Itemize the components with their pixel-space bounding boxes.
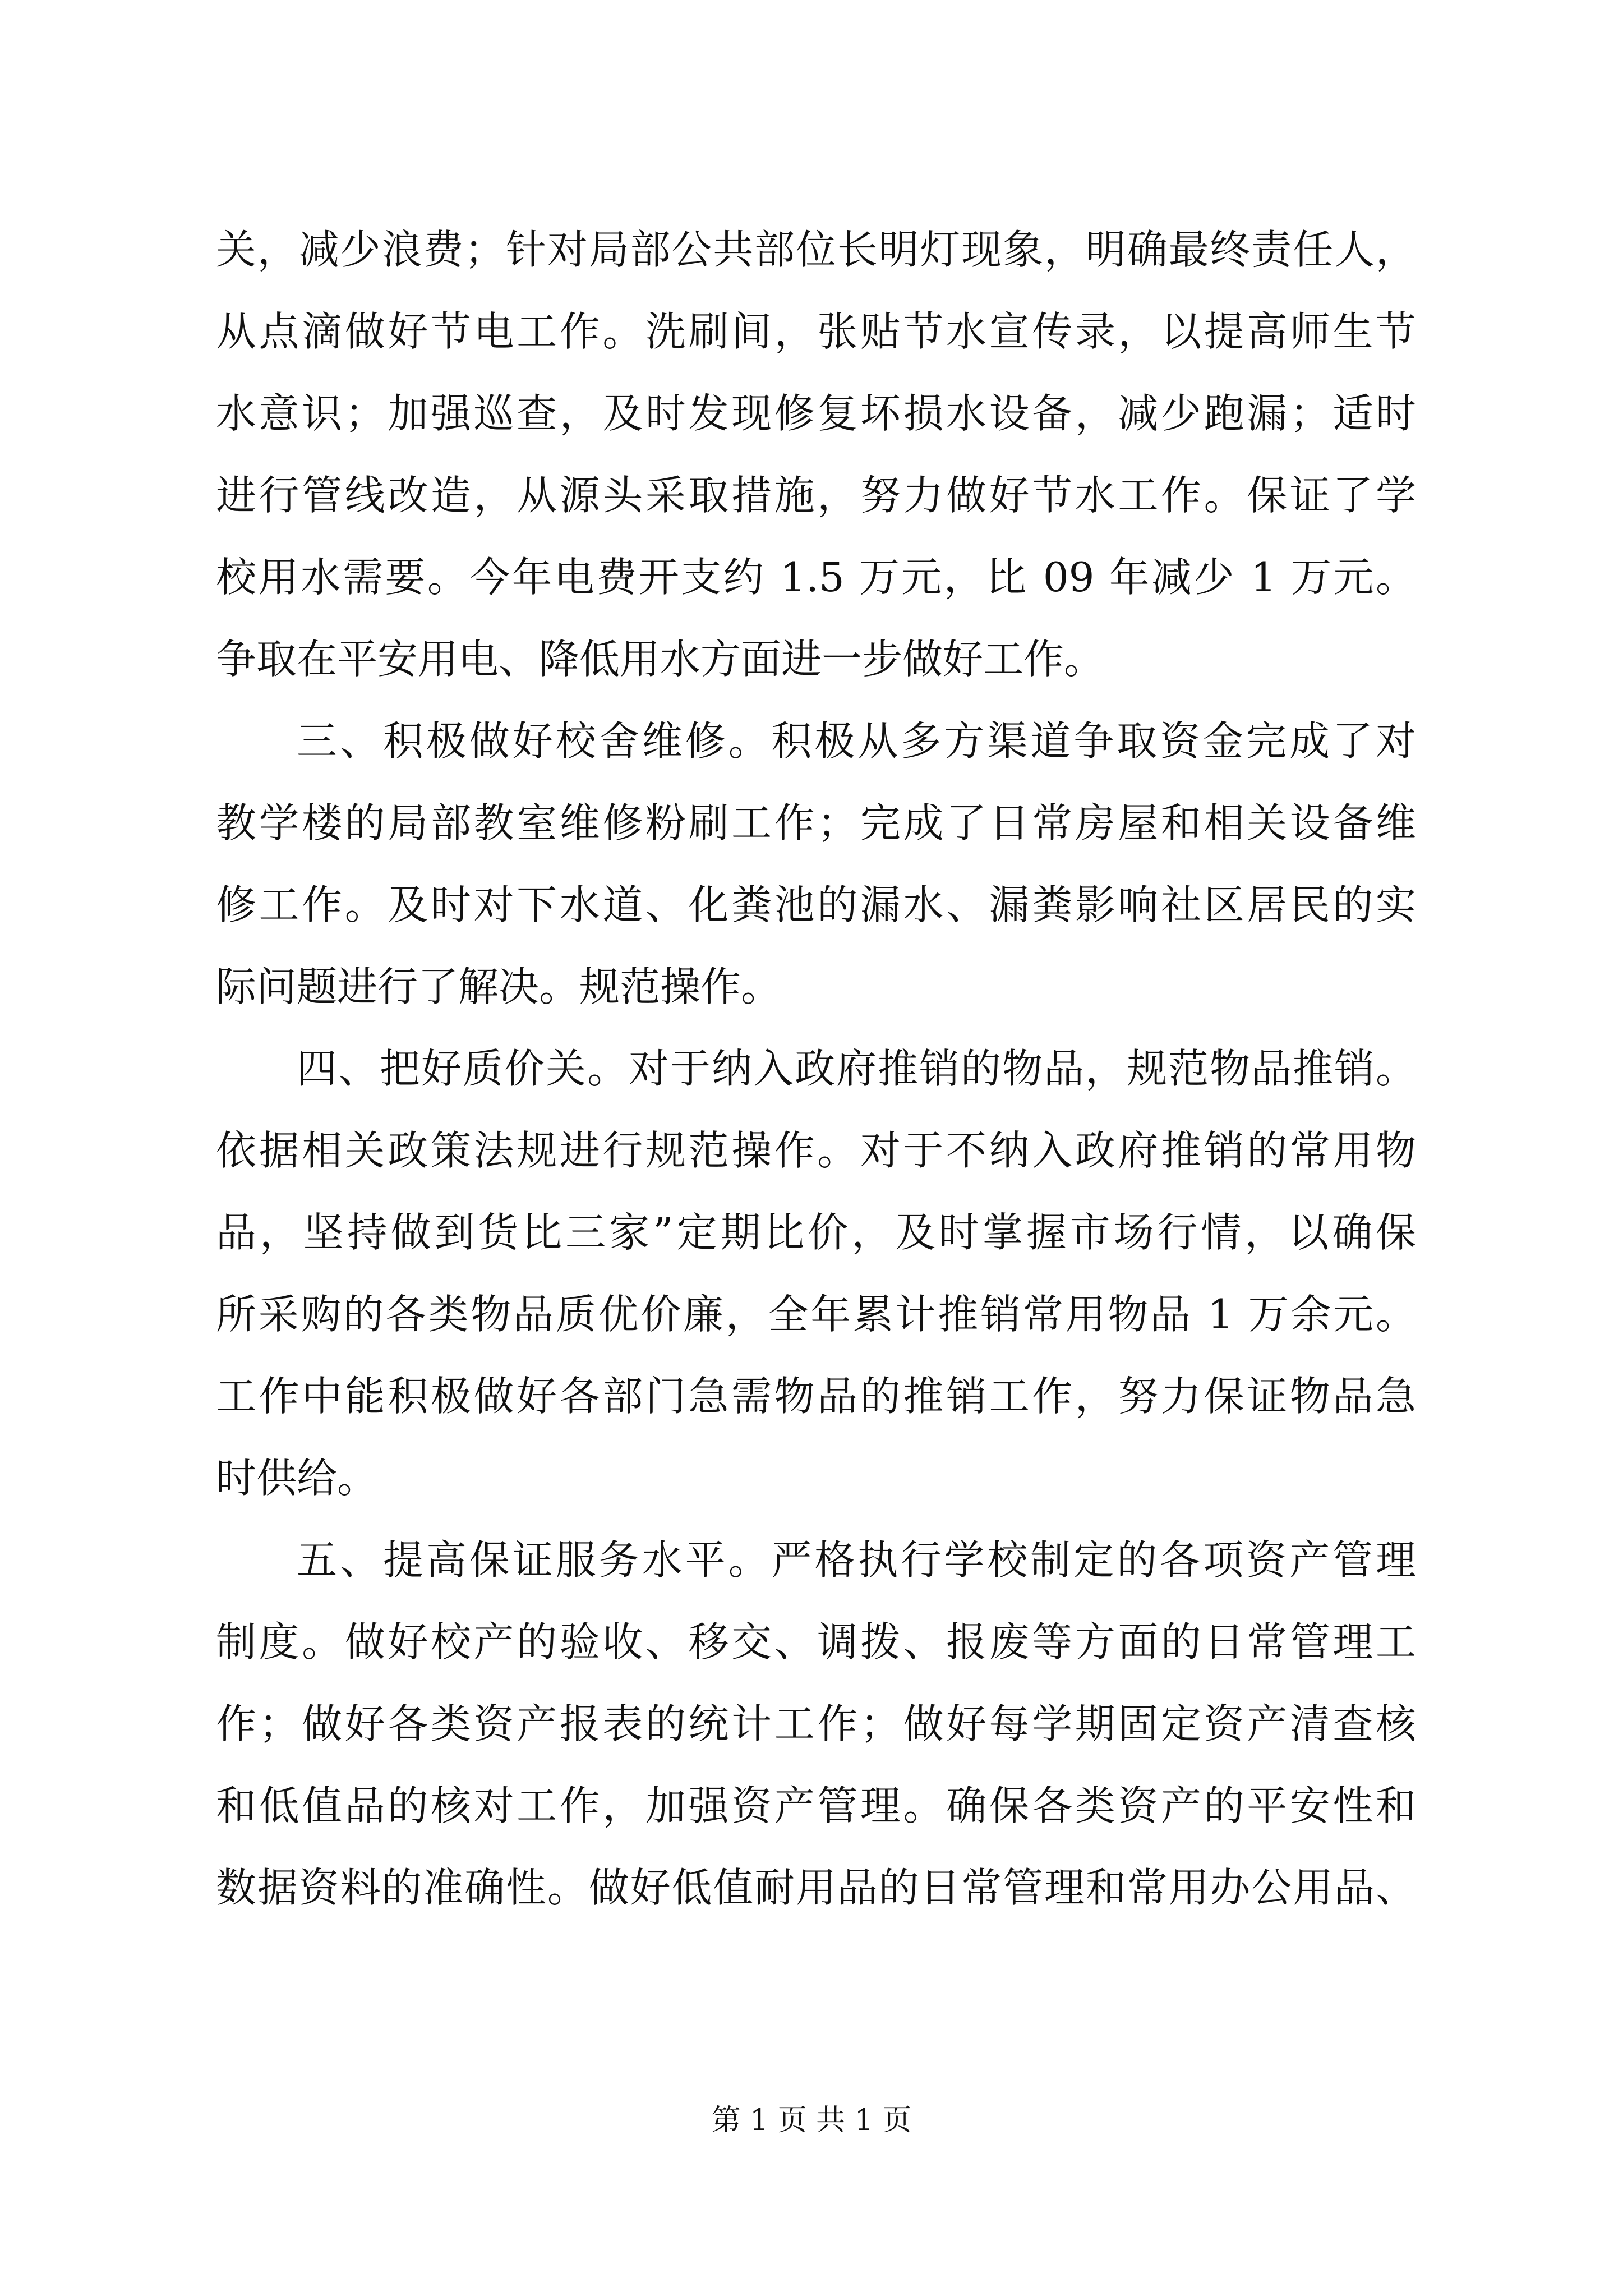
text-line: 争取在平安用电、降低用水方面进一步做好工作。 bbox=[216, 636, 1105, 683]
text-line: 五、提高保证服务水平。严格执行学校制定的各项资产管理 bbox=[297, 1536, 1416, 1584]
page-footer bbox=[0, 2101, 1623, 2140]
text-line: 从点滴做好节电工作。洗刷间，张贴节水宣传录，以提高师生节 bbox=[216, 308, 1416, 355]
text-line: 校用水需要。今年电费开支约 1.5 万元，比 09 年减少 1 万元。 bbox=[216, 554, 1416, 601]
text-line: 时供给。 bbox=[216, 1455, 378, 1502]
text-line: 水意识；加强巡查，及时发现修复坏损水设备，减少跑漏；适时 bbox=[216, 390, 1416, 437]
page-number: 第 1 页 共 1 页 bbox=[711, 2104, 912, 2137]
text-line: 制度。做好校产的验收、移交、调拨、报废等方面的日常管理工 bbox=[216, 1618, 1416, 1665]
text-line: 所采购的各类物品质优价廉，全年累计推销常用物品 1 万余元。 bbox=[216, 1291, 1416, 1338]
text-line: 关，减少浪费；针对局部公共部位长明灯现象，明确最终责任人， bbox=[216, 226, 1416, 273]
text-line: 依据相关政策法规进行规范操作。对于不纳入政府推销的常用物 bbox=[216, 1127, 1416, 1174]
text-line: 进行管线改造，从源头采取措施，努力做好节水工作。保证了学 bbox=[216, 472, 1416, 519]
text-line: 四、把好质价关。对于纳入政府推销的物品，规范物品推销。 bbox=[297, 1045, 1416, 1092]
text-line: 作；做好各类资产报表的统计工作；做好每学期固定资产清查核 bbox=[216, 1700, 1416, 1747]
text-line: 和低值品的核对工作，加强资产管理。确保各类资产的平安性和 bbox=[216, 1782, 1416, 1829]
text-line: 工作中能积极做好各部门急需物品的推销工作，努力保证物品急 bbox=[216, 1373, 1416, 1420]
text-line: 品，坚持做到货比三家”定期比价，及时掌握市场行情，以确保 bbox=[216, 1209, 1416, 1256]
text-line: 教学楼的局部教室维修粉刷工作；完成了日常房屋和相关设备维 bbox=[216, 799, 1416, 846]
text-line: 数据资料的准确性。做好低值耐用品的日常管理和常用办公用品、 bbox=[216, 1864, 1416, 1911]
document-body bbox=[216, 209, 1416, 1929]
text-line: 三、积极做好校舍维修。积极从多方渠道争取资金完成了对 bbox=[297, 717, 1416, 765]
text-line: 修工作。及时对下水道、化粪池的漏水、漏粪影响社区居民的实 bbox=[216, 881, 1416, 928]
text-line: 际问题进行了解决。规范操作。 bbox=[216, 963, 782, 1010]
